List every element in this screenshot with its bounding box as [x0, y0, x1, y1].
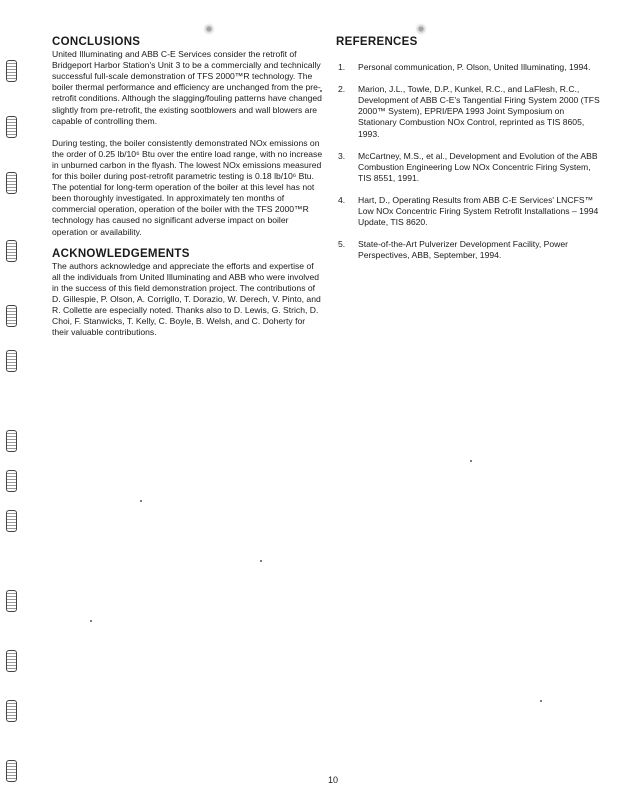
conclusions-paragraph-1: United Illuminating and ABB C-E Services consider the retrofit of Bridgeport Harbor Station's Unit 3 to be a commercially and technically successful full-scale demonstration of TFS 2000™R technology. The boiler thermal performance and efficiency are unchanged from the pre-retrofit conditions. Although the slagging/fouling patterns have changed slightly from pre-retrofit, the existing sootblowers and wall blowers are capable of controlling them.: [52, 49, 322, 126]
reference-text: Personal communication, P. Olson, United Illuminating, 1994.: [358, 62, 591, 73]
acknowledgement-heading: ACKNOWLEDGEMENTS: [52, 247, 190, 260]
reference-number: 1.: [338, 62, 346, 73]
reference-text: Marion, J.L., Towle, D.P., Kunkel, R.C., and LaFlesh, R.C., Development of ABB C-E's Tangential Firing System 2000 (TFS 2000™ System), EPRI/EPA 1993 Joint Symposium on Stationary Combustion NOx Control, reprinted as TIS 8605, 1993.: [358, 84, 600, 139]
reference-text: Hart, D., Operating Results from ABB C-E Services' LNCFS™ Low NOx Concentric Firing System Retrofit Installations – 1994 Update, TIS 8620.: [358, 194, 599, 228]
binding-holes: [2, 60, 24, 790]
references-list: [336, 62, 602, 261]
page-number: 10: [328, 775, 339, 785]
acknowledgement-paragraph: The authors acknowledge and appreciate the efforts and expertise of all the individuals from United Illuminating and ABB who were involved in the success of this field demonstration project. The contributions of D. Gillespie, P. Olson, A. Corrigllo, T. Dorazio, W. Derech, V. Pinto, and R. Collette are especially noted. Thanks also to D. Lewis, G. Strich, D. Choi, F. Stanwicks, T. Kelly, C. Boyle, B. Welsh, and C. Doherty for their valuable contributions.: [52, 260, 321, 338]
reference-number: 4.: [338, 194, 346, 205]
reference-item: [336, 239, 602, 261]
left-column: [52, 37, 324, 349]
reference-text: McCartney, M.S., et al., Development and Evolution of the ABB Combustion Engineering Low NOx Concentric Firing System, TIS 8551, 1991.: [358, 150, 598, 183]
conclusions-heading: CONCLUSIONS: [52, 36, 141, 48]
reference-number: 3.: [338, 150, 346, 161]
reference-item: [336, 84, 602, 139]
reference-text: State-of-the-Art Pulverizer Development Facility, Power Perspectives, ABB, September, 1994.: [358, 239, 568, 261]
conclusions-paragraph-2: During testing, the boiler consistently demonstrated NOx emissions on the order of 0.25 lb/10⁶ Btu over the entire load range, with no increase in unburned carbon in the flyash. The lowest NOx emissions measured for this boiler during post-retrofit parametric testing is 0.18 lb/10⁶ Btu. The potential for long-term operation of the boiler at this level has not been thoroughly investigated. In approximately ten months of commercial operation, operation of the boiler with the TFS 2000™R technology has caused no significant adverse impact on boiler operation or availability.: [52, 137, 323, 237]
right-column: [336, 37, 602, 272]
reference-item: [336, 195, 602, 228]
reference-number: 2.: [338, 84, 346, 95]
reference-item: [336, 151, 602, 184]
references-heading: REFERENCES: [336, 36, 418, 48]
reference-item: [336, 62, 602, 73]
reference-number: 5.: [338, 239, 346, 250]
